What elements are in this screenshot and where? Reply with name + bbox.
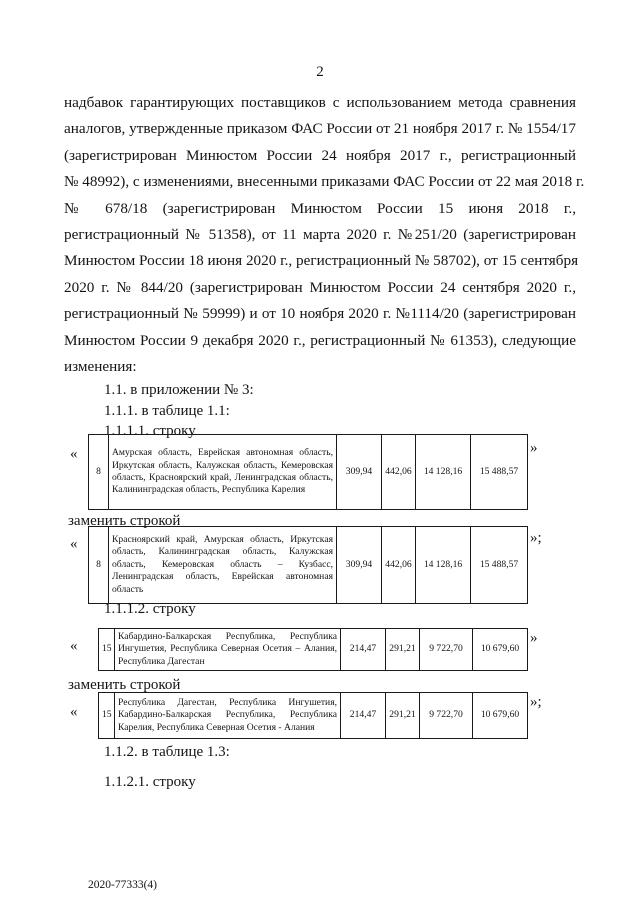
intro-line: Минюстом России 9 декабря 2020 г., регистрационный № 61353), следующие [64,331,576,349]
item-1-1: 1.1. в приложении № 3: [104,382,254,398]
intro-line: (зарегистрирован Минюстом России 24 ноября 2017 г., регистрационный [64,146,576,164]
quote-open: « [70,638,78,654]
quote-close: » [530,440,538,456]
value-cell: 15 488,57 [471,435,528,510]
replace-label: заменить строкой [68,513,181,529]
table-row [88,434,528,510]
table-row [98,692,528,739]
regions-cell: Республика Дагестан, Республика Ингушетия, Кабардино-Балкарская Республика, Республика Карелия, Республика Северная Осетия - Алания [115,693,341,739]
quote-close: »; [530,530,542,546]
value-cell: 442,06 [382,527,416,604]
row-number: 15 [99,629,115,671]
intro-paragraph [64,90,585,380]
quote-close: » [530,630,538,646]
intro-line: № 678/18 (зарегистрирован Минюстом России 15 июня 2018 г., [64,199,576,217]
item-1-1-1: 1.1.1. в таблице 1.1: [104,403,230,419]
regions-cell: Красноярский край, Амурская область, Иркутская область, Калининградская область, Калужская область, Кемеровская область – Кузбасс, Ленинградская область, Еврейская автономная область [109,527,337,604]
value-cell: 291,21 [386,693,420,739]
item-1-1-2: 1.1.2. в таблице 1.3: [104,744,230,760]
replace-label: заменить строкой [68,677,181,693]
item-1-1-1-2: 1.1.1.2. строку [104,601,196,617]
value-cell: 214,47 [341,629,386,671]
intro-line: надбавок гарантирующих поставщиков с использованием метода сравнения [64,94,576,111]
intro-line: 2020 г. № 844/20 (зарегистрирован Минюстом России 24 сентября 2020 г., [64,278,576,296]
value-cell: 14 128,16 [416,527,471,604]
value-cell: 291,21 [386,629,420,671]
value-cell: 309,94 [337,435,382,510]
quote-open: « [70,536,78,552]
row-number: 8 [89,527,109,604]
intro-line: № 48992), с изменениями, внесенными приказами ФАС России от 22 мая 2018 г. [64,173,585,191]
intro-line: регистрационный № 59999) и от 10 ноября 2020 г. №1114/20 (зарегистрирован [64,305,576,323]
page-number: 2 [316,64,324,80]
table-row [88,526,528,604]
value-cell: 9 722,70 [420,629,473,671]
value-cell: 214,47 [341,693,386,739]
value-cell: 9 722,70 [420,693,473,739]
value-cell: 15 488,57 [471,527,528,604]
value-cell: 14 128,16 [416,435,471,510]
intro-line: аналогов, утвержденные приказом ФАС России от 21 ноября 2017 г. № 1554/17 [64,120,576,138]
quote-close: »; [530,694,542,710]
intro-line: регистрационный № 51358), от 11 марта 2020 г. №251/20 (зарегистрирован [64,226,576,244]
value-cell: 309,94 [337,527,382,604]
row-number: 15 [99,693,115,739]
value-cell: 442,06 [382,435,416,510]
row-number: 8 [89,435,109,510]
footer-code: 2020-77333(4) [88,879,157,891]
regions-cell: Амурская область, Еврейская автономная область, Иркутская область, Калужская область, Кемеровская область, Красноярский край, Ленинградская область, Калининградская область, Республика Карелия [109,435,337,510]
item-1-1-1-1: 1.1.1.1. строку [104,423,196,439]
value-cell: 10 679,60 [473,693,528,739]
regions-cell: Кабардино-Балкарская Республика, Республика Ингушетия, Республика Северная Осетия – Алания, Республика Дагестан [115,629,341,671]
item-1-1-2-1: 1.1.2.1. строку [104,774,196,790]
table-row [98,628,528,671]
quote-open: « [70,446,78,462]
value-cell: 10 679,60 [473,629,528,671]
quote-open: « [70,704,78,720]
intro-line: Минюстом России 18 июня 2020 г., регистрационный № 58702), от 15 сентября [64,252,579,270]
intro-line: изменения: [64,358,137,376]
